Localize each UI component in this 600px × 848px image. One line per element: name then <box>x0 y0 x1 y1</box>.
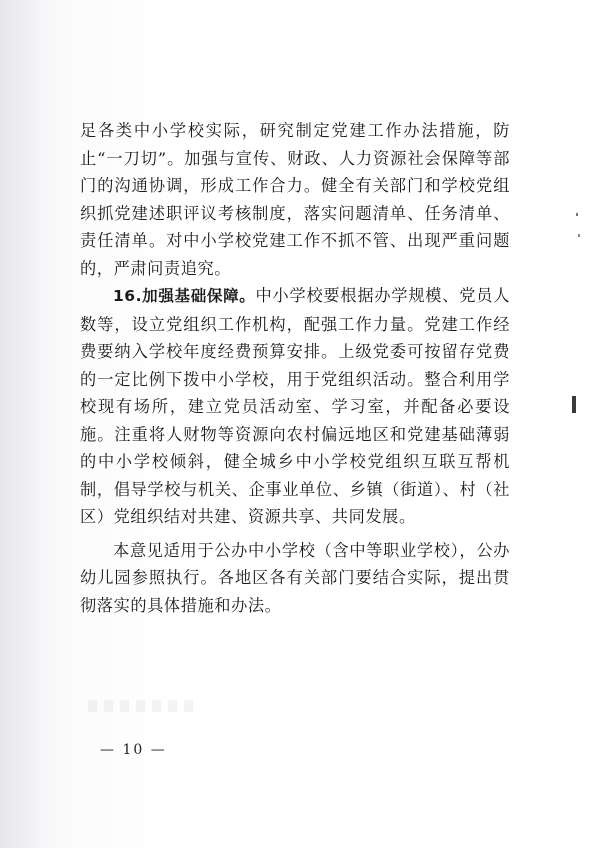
bleed-through-text <box>88 700 198 712</box>
section-heading: 16.加强基础保障。 <box>113 287 256 305</box>
section-body: 中小学校要根据办学规模、党员人数等，设立党组织工作机构，配强工作力量。党建工作经费要纳入学校年度经费预算安排。上级党委可按留存党费的一定比例下拨中小学校，用于党组织活动。整合利用学校现有场所，建立党员活动室、学习室，并配备必要设施。注重将人财物等资源向农村偏远地区和党建基础薄弱的中小学校倾斜，健全城乡中小学校党组织互联互帮机制，倡导学校与机关、企事业单位、乡镇（街道）、村（社区）党组织结对共建、资源共享、共同发展。 <box>80 286 510 526</box>
edge-speck <box>578 234 580 237</box>
margin-mark <box>572 396 576 413</box>
paragraph-scope: 本意见适用于公办中小学校（含中等职业学校），公办幼儿园参照执行。各地区各有关部门要结合实际，提出贯彻落实的具体措施和办法。 <box>80 540 510 615</box>
paragraph-section-16 <box>80 282 510 531</box>
body-text <box>80 117 510 619</box>
edge-speck <box>576 213 578 216</box>
paragraph-continued: 足各类中小学校实际，研究制定党建工作办法措施，防止“一刀切”。加强与宣传、财政、人力资源社会保障等部门的沟通协调，形成工作合力。健全有关部门和学校党组织抓党建述职评议考核制度，落实问题清单、任务清单、责任清单。对中小学校党建工作不抓不管、出现严重问题的，严肃问责追究。 <box>80 121 510 278</box>
page-number: — 10 — <box>100 742 167 758</box>
binding-shadow <box>0 0 70 848</box>
